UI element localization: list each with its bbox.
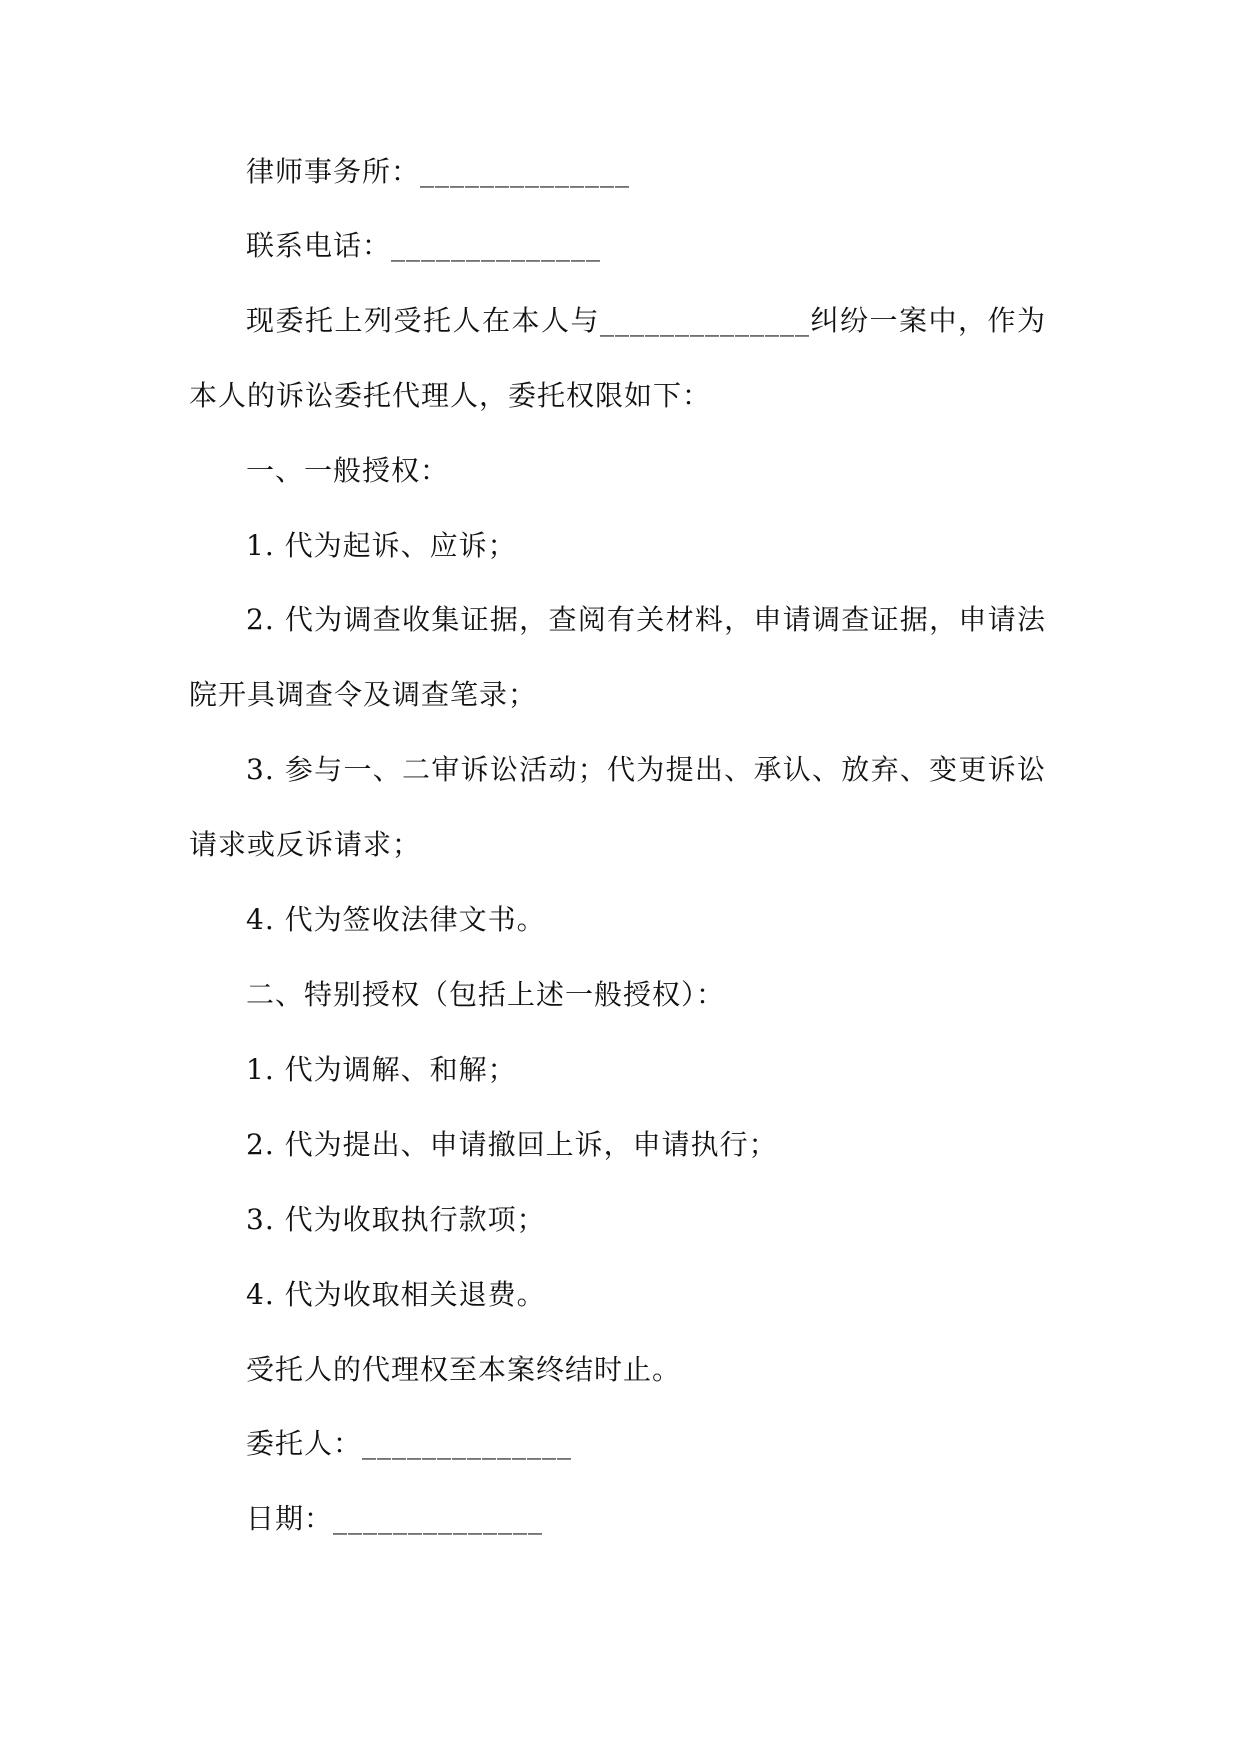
general-item-1: 1. 代为起诉、应诉； xyxy=(246,529,517,562)
entrust-paragraph-line-1: 现委托上列受托人在本人与______________纠纷一案中，作为 xyxy=(246,304,1046,337)
date-line: 日期：______________ xyxy=(246,1502,544,1535)
special-item-3: 3. 代为收取执行款项； xyxy=(246,1203,546,1236)
general-item-2-line-2: 院开具调查令及调查笔录； xyxy=(189,678,538,711)
general-item-3-line-2: 请求或反诉请求； xyxy=(189,828,422,861)
special-item-4: 4. 代为收取相关退费。 xyxy=(246,1278,546,1311)
special-item-1: 1. 代为调解、和解； xyxy=(246,1053,517,1086)
general-item-2-line-1: 2. 代为调查收集证据，查阅有关材料，申请调查证据，申请法 xyxy=(246,603,1046,636)
principal-line: 委托人：______________ xyxy=(246,1427,573,1460)
general-item-3-line-1: 3. 参与一、二审诉讼活动；代为提出、承认、放弃、变更诉讼 xyxy=(246,753,1046,786)
entrust-paragraph-line-2: 本人的诉讼委托代理人，委托权限如下： xyxy=(189,379,712,412)
special-authority-heading: 二、特别授权（包括上述一般授权）： xyxy=(246,978,726,1011)
special-item-2: 2. 代为提出、申请撤回上诉，申请执行； xyxy=(246,1128,778,1161)
general-authority-heading: 一、一般授权： xyxy=(246,454,450,487)
law-firm-line: 律师事务所：______________ xyxy=(246,155,631,188)
general-item-4: 4. 代为签收法律文书。 xyxy=(246,903,546,936)
phone-line: 联系电话：______________ xyxy=(246,229,602,262)
agency-term-line: 受托人的代理权至本案终结时止。 xyxy=(246,1353,682,1386)
